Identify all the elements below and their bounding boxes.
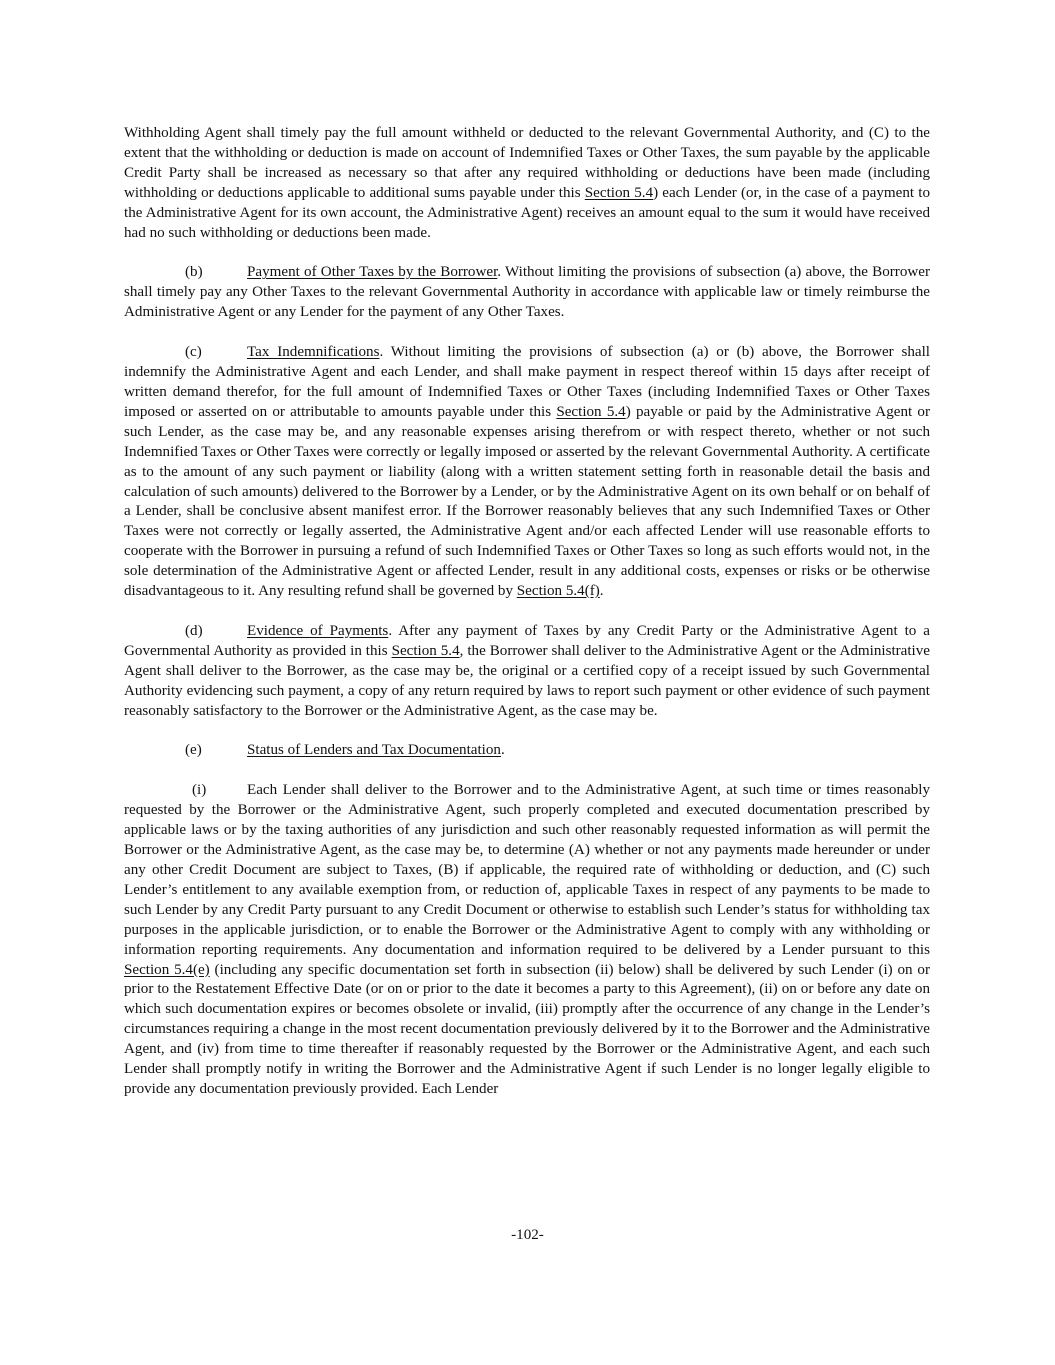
section-reference: Section 5.4(e) (124, 961, 210, 978)
paragraph-d (124, 622, 930, 722)
section-reference: Section 5.4 (556, 403, 626, 420)
paragraph-label: (d) (185, 622, 203, 639)
section-reference: Section 5.4(f) (516, 583, 600, 600)
paragraph-b (124, 263, 930, 323)
paragraph-text: ) each Lender (or, in the case of a payment to the Administrative Agent for its own account, the Administrative Agent) receives an amount equal to the sum it would have received had no such withholding or deductions been made. (124, 184, 930, 241)
paragraph-c (124, 343, 930, 602)
paragraph-text: Withholding Agent shall timely pay the full amount withheld or deducted to the relevant Governmental Authority, and (C) to the extent that the withholding or deduction is made on account of Indemnified Taxes or Other Taxes, the sum payable by the applicable Credit Party shall be increased as necessary so that after any required withholding or deductions have been made (including withholding or deductions applicable to additional sums payable under this (124, 125, 930, 201)
document-page (124, 124, 930, 1120)
paragraph-heading: Evidence of Payments (247, 622, 389, 639)
paragraph-continuation (124, 124, 930, 243)
paragraph-heading: Status of Lenders and Tax Documentation (247, 742, 501, 759)
paragraph-text: . After any payment of Taxes by any Credit Party or the Administrative Agent to a Governmental Authority as provided in this (124, 622, 930, 659)
paragraph-text: . Without limiting the provisions of subsection (a) above, the Borrower shall timely pay any Other Taxes to the relevant Governmental Authority in accordance with applicable law or timely reimburse the Administrative Agent or any Lender for the payment of any Other Taxes. (124, 264, 931, 321)
section-reference: Section 5.4 (391, 642, 460, 659)
paragraph-label: (i) (192, 782, 207, 799)
paragraph-label: (b) (185, 264, 203, 281)
paragraph-text: (including any specific documentation set forth in subsection (ii) below) shall be delivered by such Lender (i) on or prior to the Restatement Effective Date (or on or prior to the date it becomes a party to this Agreement), (ii) on or before any date on which such documentation expires or becomes obsolete or invalid, (iii) promptly after the occurrence of any change in the Lender’s circumstances requiring a change in the most recent documentation previously delivered by it to the Borrower and the Administrative Agent, and (iv) from time to time thereafter if reasonably requested by the Borrower or the Administrative Agent, and each such Lender shall promptly notify in writing the Borrower and the Administrative Agent if such Lender is no longer legally eligible to provide any documentation previously provided. Each Lender (124, 961, 930, 1097)
paragraph-text: ) payable or paid by the Administrative Agent or such Lender, as the case may be, and any reasonable expenses arising therefrom or with respect thereto, whether or not such Indemnified Taxes or Other Taxes were correctly or legally imposed or asserted by the relevant Governmental Authority. A certificate as to the amount of any such payment or liability (along with a written statement setting forth in reasonable detail the basis and calculation of such amounts) delivered to the Borrower by a Lender, or by the Administrative Agent on its own behalf or on behalf of a Lender, shall be conclusive absent manifest error. If the Borrower reasonably believes that any such Indemnified Taxes or Other Taxes were not correctly or legally asserted, the Administrative Agent and/or each affected Lender will use reasonable efforts to cooperate with the Borrower in pursuing a refund of such Indemnified Taxes or Other Taxes so long as such efforts would not, in the sole determination of the Administrative Agent or affected Lender, result in any additional costs, expenses or risks or be otherwise disadvantageous to it. Any resulting refund shall be governed by (124, 403, 930, 600)
paragraph-text: . (500, 742, 505, 759)
page-number: -102- (511, 1227, 544, 1243)
paragraph-label: (c) (185, 344, 202, 361)
paragraph-text: , the Borrower shall deliver to the Administrative Agent or the Administrative Agent shall deliver to the Borrower, as the case may be, the original or a certified copy of a receipt issued by such Governmental Authority evidencing such payment, a copy of any return required by laws to report such payment or other evidence of such payment reasonably satisfactory to the Borrower or the Administrative Agent, as the case may be. (124, 642, 930, 719)
paragraph-heading: Tax Indemnifications (247, 344, 380, 361)
paragraph-label: (e) (185, 742, 202, 759)
paragraph-e (124, 741, 930, 761)
paragraph-text: . (599, 583, 604, 600)
paragraph-e-i (124, 781, 930, 1100)
paragraph-text: . Without limiting the provisions of subsection (a) or (b) above, the Borrower shall indemnify the Administrative Agent and each Lender, and shall make payment in respect thereof within 15 days after receipt of written demand therefor, for the full amount of Indemnified Taxes or Other Taxes (including Indemnified Taxes or Other Taxes imposed or asserted on or attributable to amounts payable under this (124, 344, 931, 420)
section-reference: Section 5.4 (584, 184, 654, 201)
paragraph-text: Each Lender shall deliver to the Borrower and to the Administrative Agent, at such time or times reasonably requested by the Borrower or the Administrative Agent, such properly completed and executed documentation prescribed by applicable laws or by the taxing authorities of any jurisdiction and such other reasonably requested information as will permit the Borrower or the Administrative Agent, as the case may be, to determine (A) whether or not any payments made hereunder or under any other Credit Document are subject to Taxes, (B) if applicable, the required rate of withholding or deduction, and (C) such Lender’s entitlement to any available exemption from, or reduction of, applicable Taxes in respect of any payments to be made to such Lender by any Credit Party pursuant to any Credit Document or otherwise to establish such Lender’s status for withholding tax purposes in the applicable jurisdiction, or to enable the Borrower or the Administrative Agent to comply with any withholding or information reporting requirements. Any documentation and information required to be delivered by a Lender pursuant to this (124, 782, 930, 958)
paragraph-heading: Payment of Other Taxes by the Borrower (247, 264, 498, 281)
